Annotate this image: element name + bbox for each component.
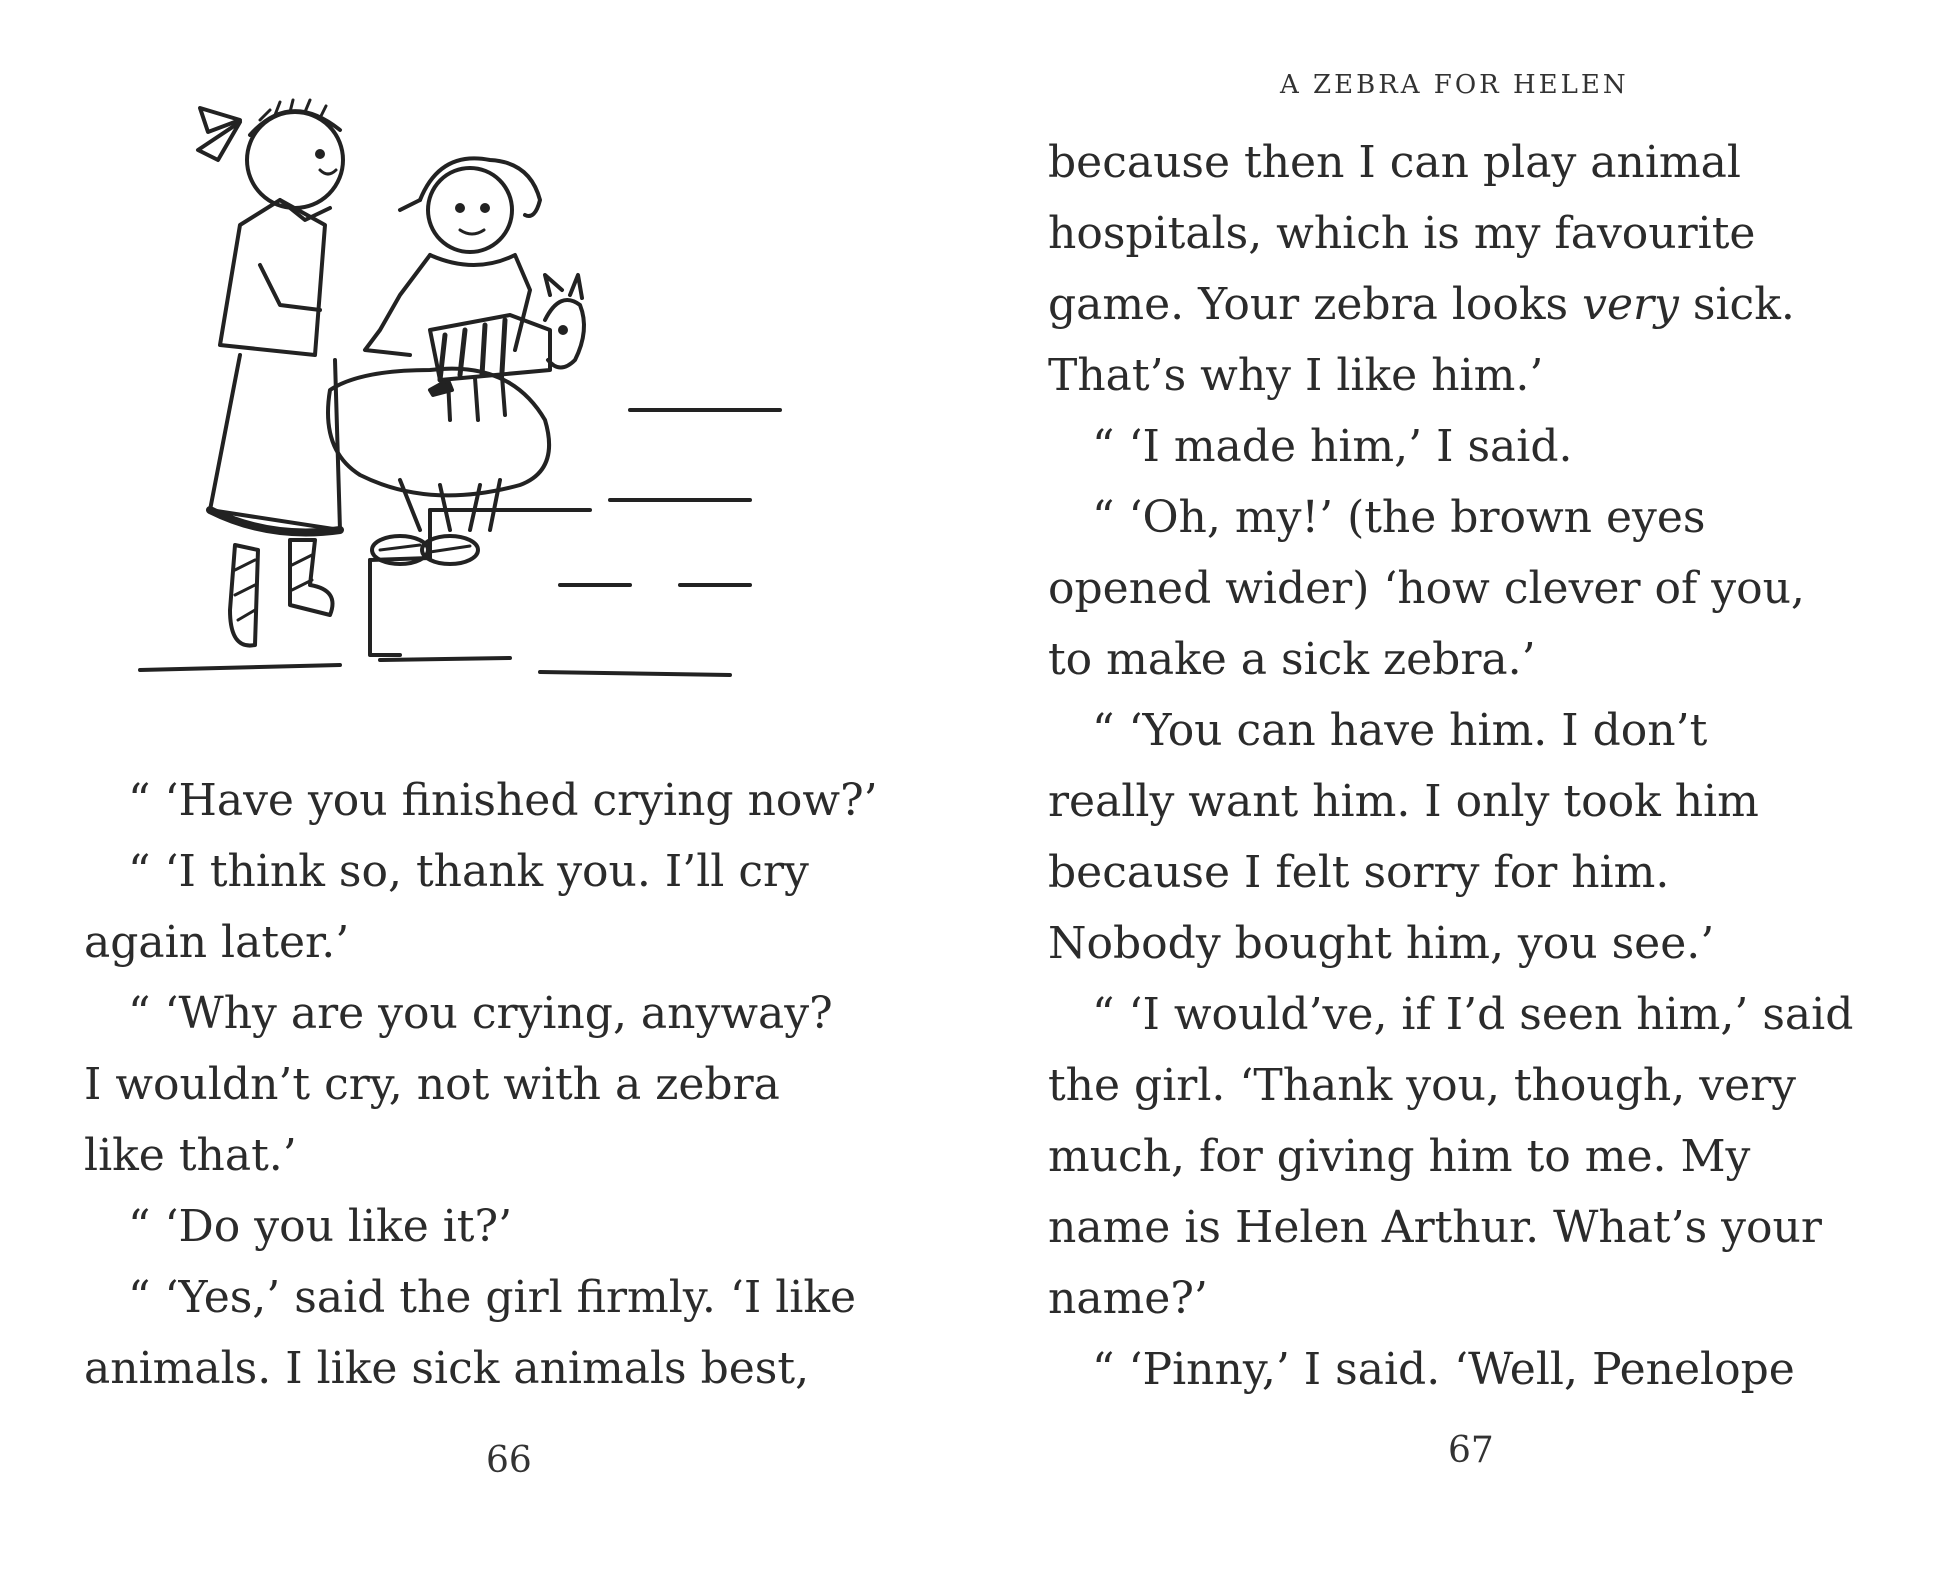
text-line: really want him. I only took him [1048,776,1759,827]
right-page [1000,0,1948,1585]
text-line: “ ‘Why are you crying, anyway? [128,988,833,1039]
text-line: That’s why I like him.’ [1048,350,1544,401]
text-line: “ ‘I think so, thank you. I’ll cry [128,846,809,897]
text-line [1048,269,1853,340]
text-line: “ ‘Yes,’ said the girl firmly. ‘I like [128,1272,857,1323]
text-line: much, for giving him to me. My [1048,1131,1751,1182]
text-line: “ ‘I would’ve, if I’d seen him,’ said [1092,989,1854,1040]
text-line-part: game. Your zebra looks [1048,279,1583,330]
text-line: “ ‘You can have him. I don’t [1092,705,1708,756]
text-line: Nobody bought him, you see.’ [1048,918,1715,969]
text-line: “ ‘I made him,’ I said. [1092,421,1573,472]
text-line: “ ‘Pinny,’ I said. ‘Well, Penelope [1092,1344,1795,1395]
illustration-two-girls-with-toy-zebra [130,90,910,730]
text-line: “ ‘Do you like it?’ [128,1201,513,1252]
page-number-right: 67 [1448,1430,1494,1471]
page-number-left: 66 [486,1440,532,1481]
left-page-text [84,765,878,1404]
text-line: like that.’ [84,1130,297,1181]
text-line: the girl. ‘Thank you, though, very [1048,1060,1797,1111]
text-line: hospitals, which is my favourite [1048,208,1756,259]
text-line-part: sick. [1678,279,1795,330]
running-head: A ZEBRA FOR HELEN [1280,70,1629,100]
text-line: because then I can play animal [1048,137,1741,188]
emphasis-very: very [1582,279,1679,330]
text-line: opened wider) ‘how clever of you, [1048,563,1805,614]
text-line: name?’ [1048,1273,1208,1324]
text-line: name is Helen Arthur. What’s your [1048,1202,1822,1253]
text-line: because I felt sorry for him. [1048,847,1670,898]
text-line: “ ‘Oh, my!’ (the brown eyes [1092,492,1706,543]
text-line: to make a sick zebra.’ [1048,634,1536,685]
text-line: I wouldn’t cry, not with a zebra [84,1059,780,1110]
text-line: animals. I like sick animals best, [84,1343,810,1394]
right-page-text [1048,127,1853,1405]
text-line: again later.’ [84,917,350,968]
text-line: “ ‘Have you finished crying now?’ [128,775,878,826]
